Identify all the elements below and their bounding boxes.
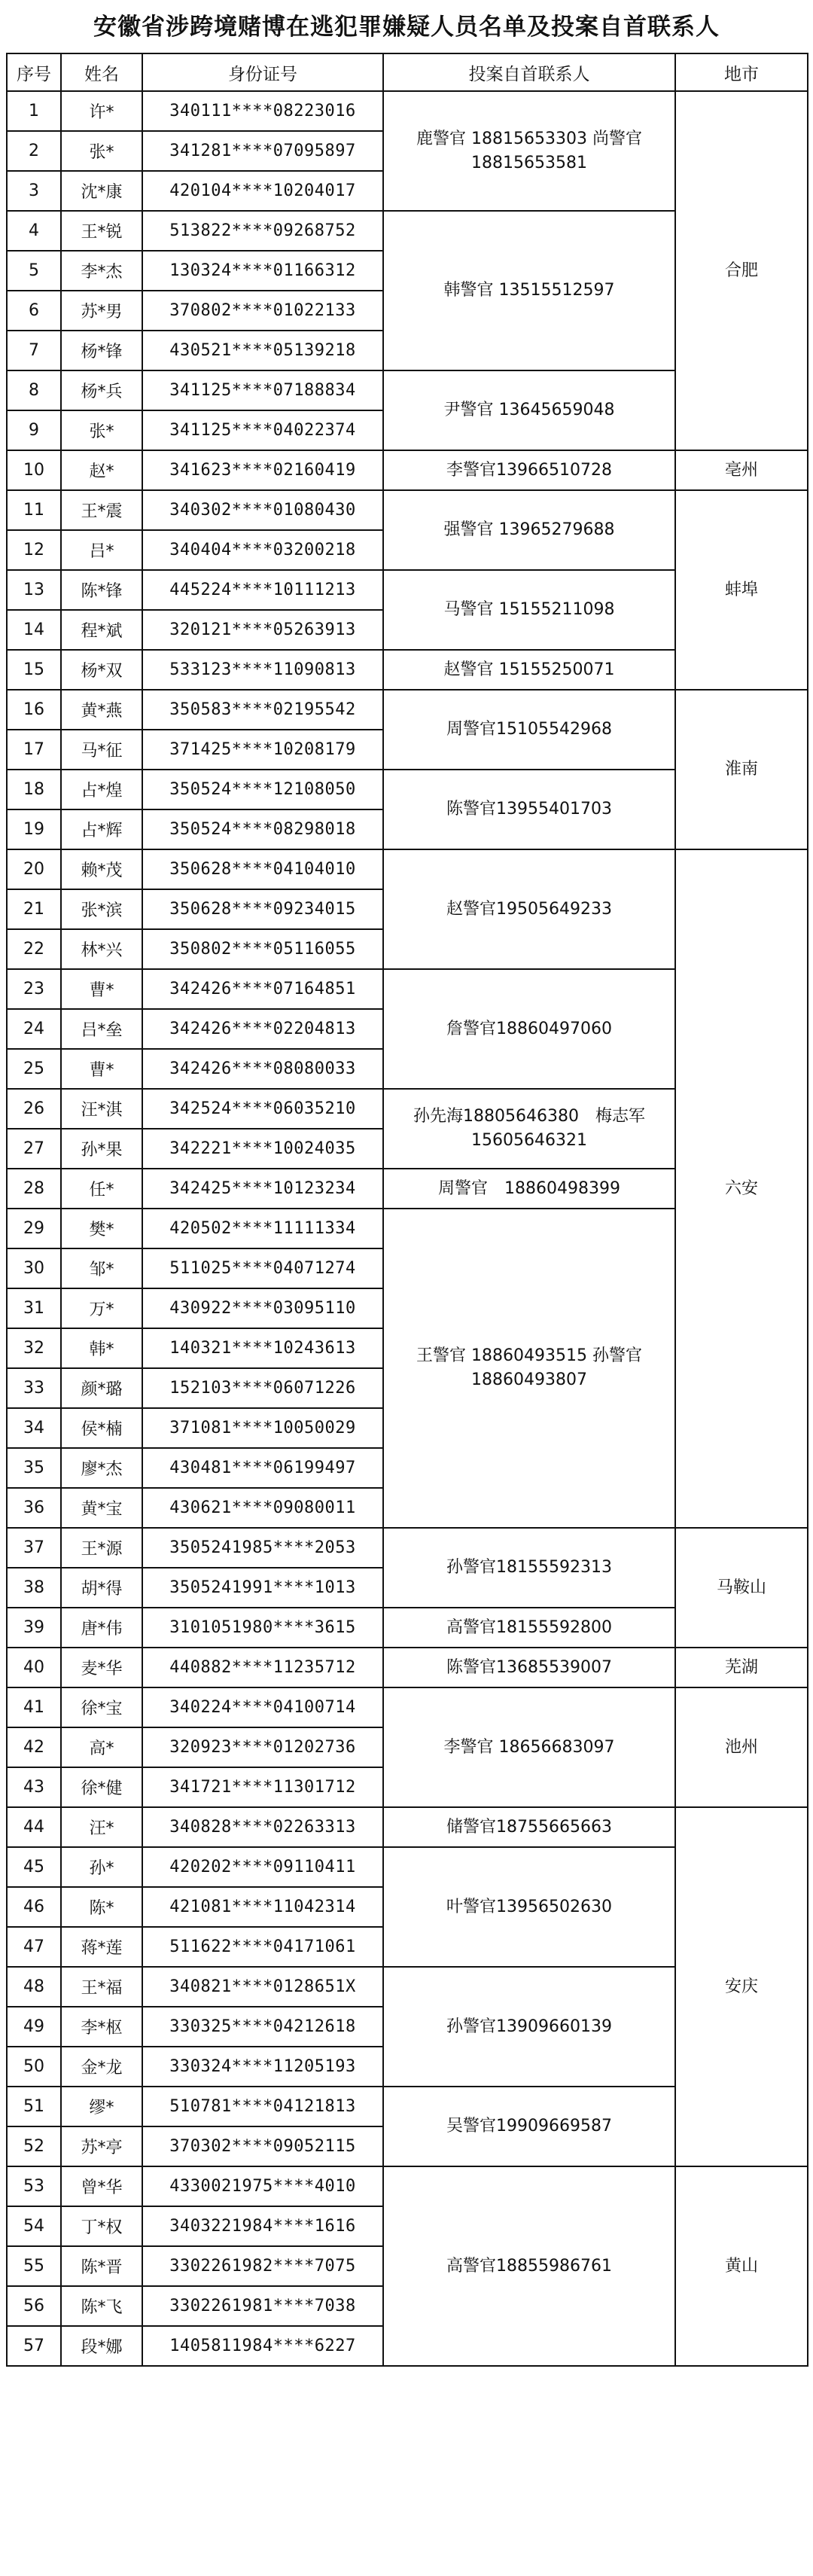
contact-cell: 高警官18855986761: [383, 2166, 675, 2366]
name-cell: 赖*茂: [61, 849, 142, 889]
name-cell: 韩*: [61, 1328, 142, 1368]
name-cell: 沈*康: [61, 171, 142, 211]
row-number-cell: 25: [7, 1049, 61, 1089]
name-cell: 金*龙: [61, 2047, 142, 2087]
row-number-cell: 24: [7, 1009, 61, 1049]
id-number-cell: 533123****11090813: [142, 650, 383, 690]
id-number-cell: 342221****10024035: [142, 1129, 383, 1169]
name-cell: 李*枢: [61, 2007, 142, 2047]
id-number-cell: 430481****06199497: [142, 1448, 383, 1488]
row-number-cell: 14: [7, 610, 61, 650]
row-number-cell: 43: [7, 1767, 61, 1807]
id-number-cell: 371081****10050029: [142, 1408, 383, 1448]
id-number-cell: 510781****04121813: [142, 2087, 383, 2126]
name-cell: 杨*双: [61, 650, 142, 690]
row-number-cell: 52: [7, 2126, 61, 2166]
id-number-cell: 340828****02263313: [142, 1807, 383, 1847]
id-number-cell: 430621****09080011: [142, 1488, 383, 1528]
contact-cell: 孙警官18155592313: [383, 1528, 675, 1608]
id-number-cell: 513822****09268752: [142, 211, 383, 251]
name-cell: 麦*华: [61, 1648, 142, 1687]
row-number-cell: 4: [7, 211, 61, 251]
row-number-cell: 9: [7, 410, 61, 450]
row-number-cell: 55: [7, 2246, 61, 2286]
row-number-cell: 17: [7, 730, 61, 770]
contact-cell: 王警官 18860493515 孙警官 18860493807: [383, 1209, 675, 1528]
header-id: 身份证号: [142, 53, 383, 91]
name-cell: 汪*淇: [61, 1089, 142, 1129]
id-number-cell: 430922****03095110: [142, 1288, 383, 1328]
id-number-cell: 350524****12108050: [142, 770, 383, 809]
contact-cell: 赵警官 15155250071: [383, 650, 675, 690]
id-number-cell: 4330021975****4010: [142, 2166, 383, 2206]
id-number-cell: 320121****05263913: [142, 610, 383, 650]
row-number-cell: 11: [7, 490, 61, 530]
name-cell: 丁*权: [61, 2206, 142, 2246]
contact-cell: 孙先海18805646380 梅志军15605646321: [383, 1089, 675, 1169]
id-number-cell: 341125****07188834: [142, 370, 383, 410]
id-number-cell: 3505241991****1013: [142, 1568, 383, 1608]
name-cell: 黄*宝: [61, 1488, 142, 1528]
row-number-cell: 56: [7, 2286, 61, 2326]
header-row: [7, 53, 808, 91]
name-cell: 樊*: [61, 1209, 142, 1248]
name-cell: 汪*: [61, 1807, 142, 1847]
row-number-cell: 41: [7, 1687, 61, 1727]
id-number-cell: 152103****06071226: [142, 1368, 383, 1408]
name-cell: 张*滨: [61, 889, 142, 929]
region-cell: 蚌埠: [675, 490, 808, 690]
id-number-cell: 1405811984****6227: [142, 2326, 383, 2366]
row-number-cell: 28: [7, 1169, 61, 1209]
contact-cell: 赵警官19505649233: [383, 849, 675, 969]
id-number-cell: 3101051980****3615: [142, 1608, 383, 1648]
region-cell: 黄山: [675, 2166, 808, 2366]
name-cell: 曹*: [61, 1049, 142, 1089]
fugitive-roster-table: [6, 53, 808, 2367]
name-cell: 万*: [61, 1288, 142, 1328]
name-cell: 王*源: [61, 1528, 142, 1568]
row-number-cell: 10: [7, 450, 61, 490]
id-number-cell: 342426****07164851: [142, 969, 383, 1009]
roster-body: [7, 91, 808, 2366]
name-cell: 高*: [61, 1727, 142, 1767]
name-cell: 李*杰: [61, 251, 142, 291]
id-number-cell: 421081****11042314: [142, 1887, 383, 1927]
row-number-cell: 23: [7, 969, 61, 1009]
id-number-cell: 370302****09052115: [142, 2126, 383, 2166]
row-number-cell: 47: [7, 1927, 61, 1967]
name-cell: 邹*: [61, 1248, 142, 1288]
id-number-cell: 350802****05116055: [142, 929, 383, 969]
id-number-cell: 340224****04100714: [142, 1687, 383, 1727]
name-cell: 张*: [61, 410, 142, 450]
id-number-cell: 350628****04104010: [142, 849, 383, 889]
row-number-cell: 53: [7, 2166, 61, 2206]
id-number-cell: 342426****08080033: [142, 1049, 383, 1089]
region-cell: 淮南: [675, 690, 808, 849]
region-cell: 芜湖: [675, 1648, 808, 1687]
name-cell: 张*: [61, 131, 142, 171]
row-number-cell: 50: [7, 2047, 61, 2087]
id-number-cell: 340302****01080430: [142, 490, 383, 530]
id-number-cell: 420502****11111334: [142, 1209, 383, 1248]
row-number-cell: 38: [7, 1568, 61, 1608]
name-cell: 陈*晋: [61, 2246, 142, 2286]
document-title: 安徽省涉跨境赌博在逃犯罪嫌疑人员名单及投案自首联系人: [93, 14, 720, 41]
row-number-cell: 48: [7, 1967, 61, 2007]
contact-cell: 孙警官13909660139: [383, 1967, 675, 2087]
name-cell: 黄*燕: [61, 690, 142, 730]
contact-cell: 尹警官 13645659048: [383, 370, 675, 450]
contact-cell: 詹警官18860497060: [383, 969, 675, 1089]
name-cell: 杨*锋: [61, 331, 142, 370]
table-row: [7, 849, 808, 889]
table-row: [7, 1648, 808, 1687]
region-cell: 池州: [675, 1687, 808, 1807]
name-cell: 许*: [61, 91, 142, 131]
id-number-cell: 350583****02195542: [142, 690, 383, 730]
name-cell: 林*兴: [61, 929, 142, 969]
name-cell: 王*震: [61, 490, 142, 530]
name-cell: 唐*伟: [61, 1608, 142, 1648]
id-number-cell: 440882****11235712: [142, 1648, 383, 1687]
row-number-cell: 7: [7, 331, 61, 370]
name-cell: 曾*华: [61, 2166, 142, 2206]
contact-cell: 陈警官13685539007: [383, 1648, 675, 1687]
name-cell: 吕*垒: [61, 1009, 142, 1049]
id-number-cell: 340404****03200218: [142, 530, 383, 570]
id-number-cell: 342426****02204813: [142, 1009, 383, 1049]
row-number-cell: 36: [7, 1488, 61, 1528]
table-row: [7, 1807, 808, 1847]
name-cell: 徐*宝: [61, 1687, 142, 1727]
id-number-cell: 3505241985****2053: [142, 1528, 383, 1568]
row-number-cell: 49: [7, 2007, 61, 2047]
region-cell: 亳州: [675, 450, 808, 490]
name-cell: 侯*楠: [61, 1408, 142, 1448]
name-cell: 徐*健: [61, 1767, 142, 1807]
row-number-cell: 8: [7, 370, 61, 410]
name-cell: 吕*: [61, 530, 142, 570]
table-row: [7, 2166, 808, 2206]
contact-cell: 周警官 18860498399: [383, 1169, 675, 1209]
id-number-cell: 511622****04171061: [142, 1927, 383, 1967]
name-cell: 任*: [61, 1169, 142, 1209]
name-cell: 苏*男: [61, 291, 142, 331]
row-number-cell: 21: [7, 889, 61, 929]
name-cell: 王*福: [61, 1967, 142, 2007]
name-cell: 曹*: [61, 969, 142, 1009]
id-number-cell: 370802****01022133: [142, 291, 383, 331]
contact-cell: 周警官15105542968: [383, 690, 675, 770]
contact-cell: 强警官 13965279688: [383, 490, 675, 570]
id-number-cell: 320923****01202736: [142, 1727, 383, 1767]
name-cell: 段*娜: [61, 2326, 142, 2366]
header-region: 地市: [675, 53, 808, 91]
name-cell: 孙*: [61, 1847, 142, 1887]
name-cell: 王*锐: [61, 211, 142, 251]
id-number-cell: 342524****06035210: [142, 1089, 383, 1129]
row-number-cell: 31: [7, 1288, 61, 1328]
row-number-cell: 34: [7, 1408, 61, 1448]
row-number-cell: 35: [7, 1448, 61, 1488]
region-cell: 合肥: [675, 91, 808, 450]
name-cell: 陈*: [61, 1887, 142, 1927]
row-number-cell: 1: [7, 91, 61, 131]
contact-cell: 韩警官 13515512597: [383, 211, 675, 370]
id-number-cell: 341125****04022374: [142, 410, 383, 450]
contact-cell: 马警官 15155211098: [383, 570, 675, 650]
row-number-cell: 44: [7, 1807, 61, 1847]
row-number-cell: 42: [7, 1727, 61, 1767]
id-number-cell: 130324****01166312: [142, 251, 383, 291]
id-number-cell: 330324****11205193: [142, 2047, 383, 2087]
id-number-cell: 350628****09234015: [142, 889, 383, 929]
name-cell: 占*辉: [61, 809, 142, 849]
id-number-cell: 341623****02160419: [142, 450, 383, 490]
row-number-cell: 32: [7, 1328, 61, 1368]
contact-cell: 高警官18155592800: [383, 1608, 675, 1648]
row-number-cell: 6: [7, 291, 61, 331]
row-number-cell: 37: [7, 1528, 61, 1568]
region-cell: 安庆: [675, 1807, 808, 2166]
name-cell: 占*煌: [61, 770, 142, 809]
id-number-cell: 341281****07095897: [142, 131, 383, 171]
row-number-cell: 46: [7, 1887, 61, 1927]
row-number-cell: 39: [7, 1608, 61, 1648]
header-name: 姓名: [61, 53, 142, 91]
contact-cell: 鹿警官 18815653303 尚警官 18815653581: [383, 91, 675, 211]
row-number-cell: 5: [7, 251, 61, 291]
name-cell: 颜*璐: [61, 1368, 142, 1408]
name-cell: 蒋*莲: [61, 1927, 142, 1967]
name-cell: 赵*: [61, 450, 142, 490]
row-number-cell: 26: [7, 1089, 61, 1129]
contact-cell: 李警官13966510728: [383, 450, 675, 490]
name-cell: 陈*飞: [61, 2286, 142, 2326]
contact-cell: 李警官 18656683097: [383, 1687, 675, 1807]
id-number-cell: 420104****10204017: [142, 171, 383, 211]
header-no: 序号: [7, 53, 61, 91]
row-number-cell: 13: [7, 570, 61, 610]
row-number-cell: 27: [7, 1129, 61, 1169]
id-number-cell: 445224****10111213: [142, 570, 383, 610]
row-number-cell: 29: [7, 1209, 61, 1248]
table-row: [7, 450, 808, 490]
row-number-cell: 30: [7, 1248, 61, 1288]
table-row: [7, 1687, 808, 1727]
name-cell: 廖*杰: [61, 1448, 142, 1488]
name-cell: 杨*兵: [61, 370, 142, 410]
name-cell: 孙*果: [61, 1129, 142, 1169]
row-number-cell: 3: [7, 171, 61, 211]
id-number-cell: 340111****08223016: [142, 91, 383, 131]
name-cell: 马*征: [61, 730, 142, 770]
row-number-cell: 57: [7, 2326, 61, 2366]
row-number-cell: 51: [7, 2087, 61, 2126]
row-number-cell: 12: [7, 530, 61, 570]
id-number-cell: 140321****10243613: [142, 1328, 383, 1368]
name-cell: 苏*亭: [61, 2126, 142, 2166]
row-number-cell: 45: [7, 1847, 61, 1887]
name-cell: 程*斌: [61, 610, 142, 650]
id-number-cell: 430521****05139218: [142, 331, 383, 370]
table-row: [7, 490, 808, 530]
id-number-cell: 420202****09110411: [142, 1847, 383, 1887]
row-number-cell: 19: [7, 809, 61, 849]
id-number-cell: 341721****11301712: [142, 1767, 383, 1807]
id-number-cell: 3403221984****1616: [142, 2206, 383, 2246]
row-number-cell: 16: [7, 690, 61, 730]
row-number-cell: 22: [7, 929, 61, 969]
row-number-cell: 2: [7, 131, 61, 171]
row-number-cell: 54: [7, 2206, 61, 2246]
region-cell: 马鞍山: [675, 1528, 808, 1648]
id-number-cell: 3302261981****7038: [142, 2286, 383, 2326]
contact-cell: 陈警官13955401703: [383, 770, 675, 849]
name-cell: 陈*锋: [61, 570, 142, 610]
id-number-cell: 330325****04212618: [142, 2007, 383, 2047]
id-number-cell: 511025****04071274: [142, 1248, 383, 1288]
name-cell: 缪*: [61, 2087, 142, 2126]
id-number-cell: 3302261982****7075: [142, 2246, 383, 2286]
row-number-cell: 20: [7, 849, 61, 889]
id-number-cell: 371425****10208179: [142, 730, 383, 770]
table-row: [7, 91, 808, 131]
table-row: [7, 1528, 808, 1568]
contact-cell: 储警官18755665663: [383, 1807, 675, 1847]
name-cell: 胡*得: [61, 1568, 142, 1608]
row-number-cell: 15: [7, 650, 61, 690]
contact-cell: 叶警官13956502630: [383, 1847, 675, 1967]
row-number-cell: 18: [7, 770, 61, 809]
id-number-cell: 350524****08298018: [142, 809, 383, 849]
row-number-cell: 40: [7, 1648, 61, 1687]
id-number-cell: 340821****0128651X: [142, 1967, 383, 2007]
table-row: [7, 690, 808, 730]
region-cell: 六安: [675, 849, 808, 1528]
header-contact: 投案自首联系人: [383, 53, 675, 91]
id-number-cell: 342425****10123234: [142, 1169, 383, 1209]
contact-cell: 吴警官19909669587: [383, 2087, 675, 2166]
row-number-cell: 33: [7, 1368, 61, 1408]
